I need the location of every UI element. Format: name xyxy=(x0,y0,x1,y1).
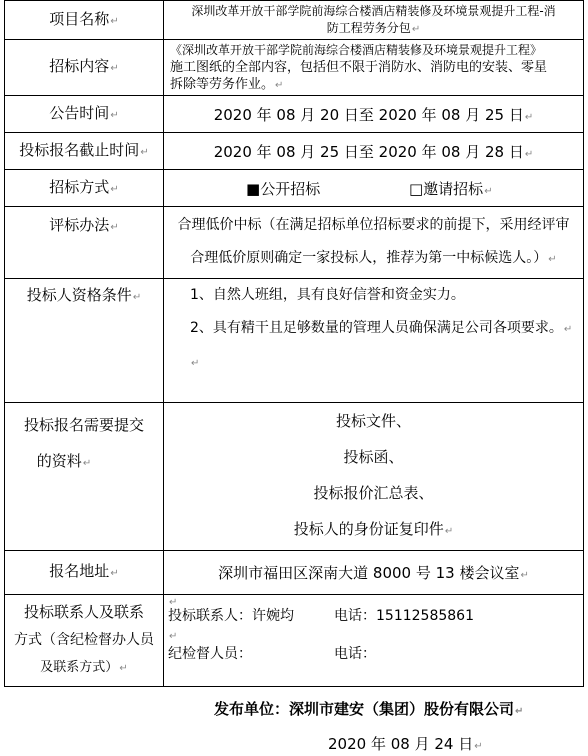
value-qualification xyxy=(164,279,584,403)
paragraph-mark: ↵ xyxy=(82,458,92,469)
invite-tender-checkbox: □ xyxy=(408,179,424,198)
address-text: 深圳市福田区深南大道 8000 号 13 楼会议室 xyxy=(218,564,520,582)
publish-date-text: 2020 年 08 月 24 日 xyxy=(328,735,474,753)
publish-date xyxy=(328,733,588,754)
material-item: 投标人的身份证复印件 xyxy=(293,520,444,538)
material-item: 投标函、 xyxy=(343,448,404,466)
row-tender-method xyxy=(5,170,584,207)
label-text: 招标方式 xyxy=(49,177,110,196)
paragraph-mark: ↵ xyxy=(132,292,142,303)
paragraph-mark: ↵ xyxy=(119,663,128,674)
paragraph-mark: ↵ xyxy=(191,358,200,369)
paragraph-mark: ↵ xyxy=(520,570,529,581)
supervisor-phone: 电话： xyxy=(334,646,376,662)
bid-contact-person: 投标联系人：许婉均 xyxy=(168,608,294,624)
label-text-line1: 投标联系人及联系 xyxy=(23,603,144,621)
row-materials xyxy=(5,403,584,551)
row-contact xyxy=(5,595,584,687)
paragraph-mark: ↵ xyxy=(110,15,119,27)
paragraph-mark: ↵ xyxy=(411,23,421,35)
row-content xyxy=(5,40,584,96)
value-tender-method xyxy=(164,170,584,207)
supervisor-person: 纪检督人员： xyxy=(168,646,252,662)
paragraph-mark: ↵ xyxy=(548,254,557,265)
paragraph-mark: ↵ xyxy=(169,631,178,642)
row-address xyxy=(5,551,584,595)
paragraph-mark: ↵ xyxy=(110,63,119,74)
value-materials xyxy=(164,403,584,551)
label-text: 投标人资格条件 xyxy=(26,286,132,304)
label-text-line2: 的资料 xyxy=(36,452,82,470)
label-text: 投标报名截止时间 xyxy=(19,140,140,159)
project-name-line1: 深圳改革开放干部学院前海综合楼酒店精装修及环境景观提升工程-消 xyxy=(191,3,556,18)
label-tender-method xyxy=(5,170,164,207)
bid-contact-phone: 电话：15112585861 xyxy=(334,608,474,624)
value-deadline xyxy=(164,133,584,170)
row-qualification xyxy=(5,279,584,403)
announce-time-text: 2020 年 08 月 20 日至 2020 年 08 月 25 日 xyxy=(213,105,524,124)
label-text: 项目名称 xyxy=(49,9,110,28)
row-announce-time xyxy=(5,96,584,133)
value-announce-time xyxy=(164,96,584,133)
label-address xyxy=(5,551,164,595)
content-line2: 施工图纸的全部内容，包括但不限于消防水、消防电的安装、零星 xyxy=(170,59,548,75)
label-text-line1: 投标报名需要提交 xyxy=(23,416,144,434)
label-materials xyxy=(5,403,164,551)
paragraph-mark: ↵ xyxy=(524,148,534,160)
paragraph-mark: ↵ xyxy=(110,222,119,233)
label-text: 公告时间 xyxy=(49,103,110,122)
value-address xyxy=(164,551,584,595)
row-evaluation xyxy=(5,207,584,279)
evaluation-line1: 合理低价中标（在满足招标单位招标要求的前提下，采用经评审 xyxy=(177,217,570,233)
label-project-name xyxy=(5,1,164,40)
paragraph-mark: ↵ xyxy=(474,741,483,752)
deadline-text: 2020 年 08 月 25 日至 2020 年 08 月 28 日 xyxy=(213,142,524,161)
label-text: 报名地址 xyxy=(49,562,110,580)
paragraph-mark: ↵ xyxy=(110,568,119,579)
qualification-item2: 2、具有精干且足够数量的管理人员确保满足公司各项要求。 xyxy=(190,320,563,336)
paragraph-mark: ↵ xyxy=(275,79,284,91)
tender-info-table xyxy=(4,0,584,687)
label-content xyxy=(5,40,164,96)
publisher-text: 发布单位：深圳市建安（集团）股份有限公司 xyxy=(214,700,515,718)
invite-tender-label: 邀请招标 xyxy=(423,179,484,198)
label-text-line2: 方式（含纪检督办人员 xyxy=(14,632,154,648)
paragraph-mark: ↵ xyxy=(110,183,119,195)
material-item: 投标文件、 xyxy=(335,412,411,430)
paragraph-mark: ↵ xyxy=(140,146,149,158)
qualification-item1: 1、自然人班组，具有良好信誉和资金实力。 xyxy=(190,287,465,303)
paragraph-mark: ↵ xyxy=(169,597,178,608)
paragraph-mark: ↵ xyxy=(563,324,573,335)
publisher xyxy=(214,698,588,719)
open-tender-checkbox: ■ xyxy=(246,179,261,198)
paragraph-mark: ↵ xyxy=(515,706,524,717)
label-contact xyxy=(5,595,164,687)
material-item: 投标报价汇总表、 xyxy=(313,484,434,502)
label-deadline xyxy=(5,133,164,170)
open-tender-label: 公开招标 xyxy=(260,179,321,198)
content-line3: 拆除等劳务作业。 xyxy=(170,76,275,92)
label-text-line3: 及联系方式） xyxy=(40,660,119,675)
content-line1: 《深圳改革开放干部学院前海综合楼酒店精装修及环境景观提升工程》 xyxy=(170,42,543,57)
label-evaluation xyxy=(5,207,164,279)
paragraph-mark: ↵ xyxy=(484,185,493,197)
value-contact xyxy=(164,595,584,687)
label-text: 招标内容 xyxy=(49,57,110,75)
row-deadline xyxy=(5,133,584,170)
evaluation-line2: 合理低价原则确定一家投标人，推荐为第一中标候选人。） xyxy=(190,250,548,266)
label-announce-time xyxy=(5,96,164,133)
paragraph-mark: ↵ xyxy=(444,526,454,537)
paragraph-mark: ↵ xyxy=(524,111,534,123)
paragraph-mark: ↵ xyxy=(110,109,119,121)
value-project-name xyxy=(164,1,584,40)
row-project-name xyxy=(5,1,584,40)
project-name-line2: 防工程劳务分包 xyxy=(326,20,411,35)
label-text: 评标办法 xyxy=(49,216,110,234)
label-qualification xyxy=(5,279,164,403)
value-evaluation xyxy=(164,207,584,279)
value-content xyxy=(164,40,584,96)
